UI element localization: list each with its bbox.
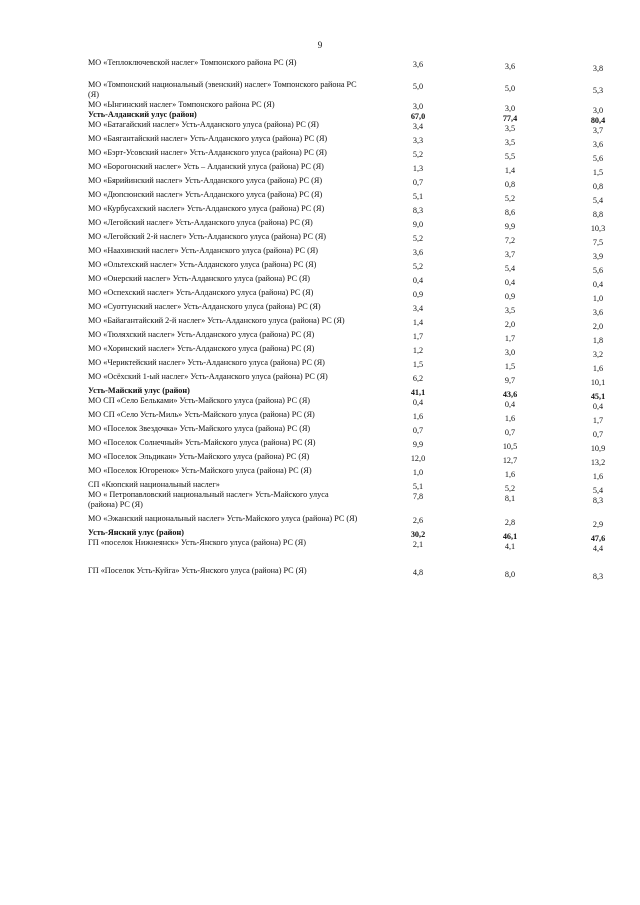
row-name: МО «Эжанский национальный наслег» Усть-Майского улуса (района) РС (Я) [88, 514, 358, 523]
row-name: МО «Теплоключевской наслег» Томпонского района РС (Я) [88, 58, 297, 67]
table-row [88, 218, 618, 233]
row-name: МО СП «Село Усть-Миль» Усть-Майского улуса (района) РС (Я) [88, 410, 315, 419]
value-col-3: 1,0 [592, 294, 604, 303]
table-row [88, 566, 618, 581]
value-col-3: 3,2 [592, 350, 604, 359]
row-name: МО «Ольтехский наслег» Усть-Алданского улуса (района) РС (Я) [88, 260, 317, 269]
value-col-1: 9,9 [412, 440, 424, 449]
value-col-2: 3,6 [504, 62, 516, 71]
value-col-3: 45,1 [590, 392, 606, 401]
row-name: МО «Легойский 2-й наслег» Усть-Алданского улуса (района) РС (Я) [88, 232, 327, 241]
value-col-2: 5,2 [504, 484, 516, 493]
value-col-2: 4,1 [504, 542, 516, 551]
value-col-1: 12,0 [410, 454, 426, 463]
table-row [88, 288, 618, 303]
value-col-1: 2,6 [412, 516, 424, 525]
row-name: МО «Суоттунский наслег» Усть-Алданского улуса (района) РС (Я) [88, 302, 321, 311]
value-col-1: 41,1 [410, 388, 426, 397]
value-col-3: 0,7 [592, 430, 604, 439]
value-col-2: 9,9 [504, 222, 516, 231]
value-col-3: 3,7 [592, 126, 604, 135]
value-col-1: 3,6 [412, 60, 424, 69]
value-col-2: 3,0 [504, 104, 516, 113]
table-row [88, 190, 618, 205]
value-col-3: 8,3 [592, 496, 604, 505]
value-col-2: 2,8 [504, 518, 516, 527]
value-col-3: 5,4 [592, 486, 604, 495]
row-name: МО «Борогонский наслег» Усть – Алданский улуса (района) РС (Я) [88, 162, 324, 171]
value-col-1: 5,2 [412, 234, 424, 243]
value-col-2: 3,7 [504, 250, 516, 259]
row-name: МО «Томпонский национальный (эвенский) наслег» Томпонского района РС (Я) [88, 80, 357, 99]
row-name: МО «Поселок Солнечный» Усть-Майского улуса (района) РС (Я) [88, 438, 316, 447]
value-col-1: 3,4 [412, 122, 424, 131]
table-row [88, 316, 618, 331]
value-col-3: 47,6 [590, 534, 606, 543]
table-row [88, 260, 618, 275]
row-name: МО «Батагайский наслег» Усть-Алданского улуса (района) РС (Я) [88, 120, 319, 129]
table-row [88, 480, 618, 495]
value-col-3: 1,5 [592, 168, 604, 177]
value-col-1: 3,3 [412, 136, 424, 145]
value-col-3: 80,4 [590, 116, 606, 125]
row-name: Усть-Алданский улус (район) [88, 110, 197, 119]
row-name: МО «Баягантайский наслег» Усть-Алданского улуса (района) РС (Я) [88, 134, 328, 143]
value-col-2: 5,4 [504, 264, 516, 273]
value-col-2: 5,0 [504, 84, 516, 93]
value-col-3: 1,6 [592, 472, 604, 481]
table-row [88, 410, 618, 425]
value-col-3: 1,7 [592, 416, 604, 425]
value-col-1: 1,2 [412, 346, 424, 355]
value-col-2: 1,4 [504, 166, 516, 175]
value-col-3: 5,6 [592, 266, 604, 275]
value-col-1: 1,6 [412, 412, 424, 421]
row-name: МО «Легойский наслег» Усть-Алданского улуса (района) РС (Я) [88, 218, 313, 227]
value-col-1: 1,3 [412, 164, 424, 173]
value-col-3: 5,3 [592, 86, 604, 95]
value-col-2: 3,5 [504, 124, 516, 133]
value-col-1: 4,8 [412, 568, 424, 577]
row-name: МО «Оспехский наслег» Усть-Алданского улуса (района) РС (Я) [88, 288, 314, 297]
table-row [88, 330, 618, 345]
value-col-1: 1,7 [412, 332, 424, 341]
value-col-1: 5,1 [412, 192, 424, 201]
value-col-2: 1,7 [504, 334, 516, 343]
row-name: МО «Наахинский наслег» Усть-Алданского улуса (района) РС (Я) [88, 246, 319, 255]
value-col-1: 5,2 [412, 262, 424, 271]
table-row [88, 424, 618, 439]
value-col-1: 0,4 [412, 398, 424, 407]
row-name: МО «Поселок Звездочка» Усть-Майского улуса (района) РС (Я) [88, 424, 311, 433]
table-row [88, 58, 618, 73]
value-col-1: 1,4 [412, 318, 424, 327]
value-col-3: 7,5 [592, 238, 604, 247]
table-row [88, 302, 618, 317]
value-col-1: 5,2 [412, 150, 424, 159]
value-col-3: 4,4 [592, 544, 604, 553]
table-row [88, 148, 618, 163]
value-col-3: 1,6 [592, 364, 604, 373]
row-name: Усть-Янский улус (район) [88, 528, 184, 537]
value-col-2: 8,0 [504, 570, 516, 579]
row-name: МО « Петропавловский национальный наслег» Усть-Майского улуса (района) РС (Я) [88, 490, 329, 509]
table-row [88, 466, 618, 481]
table-row [88, 120, 618, 135]
table-row [88, 80, 618, 100]
value-col-2: 1,5 [504, 362, 516, 371]
table-row [88, 438, 618, 453]
row-name: МО «Бэрт-Усовский наслег» Усть-Алданского улуса (района) РС (Я) [88, 148, 327, 157]
value-col-2: 3,0 [504, 348, 516, 357]
table-row [88, 134, 618, 149]
row-name: МО «Байагантайский 2-й наслег» Усть-Алданского улуса (района) РС (Я) [88, 316, 345, 325]
table-row [88, 204, 618, 219]
value-col-3: 10,3 [590, 224, 606, 233]
value-col-2: 3,5 [504, 138, 516, 147]
value-col-1: 8,3 [412, 206, 424, 215]
table-row [88, 538, 618, 553]
value-col-3: 8,8 [592, 210, 604, 219]
row-name: МО «Курбусахский наслег» Усть-Алданского улуса (района) РС (Я) [88, 204, 325, 213]
value-col-1: 0,4 [412, 276, 424, 285]
table-row [88, 372, 618, 387]
value-col-1: 6,2 [412, 374, 424, 383]
row-name: МО «Осёхский 1-ый наслег» Усть-Алданского улуса (района) РС (Я) [88, 372, 328, 381]
value-col-2: 77,4 [502, 114, 518, 123]
value-col-2: 0,7 [504, 428, 516, 437]
data-table [88, 58, 618, 581]
value-col-3: 0,4 [592, 280, 604, 289]
value-col-2: 5,5 [504, 152, 516, 161]
table-row [88, 514, 618, 529]
table-row [88, 358, 618, 373]
value-col-3: 3,0 [592, 106, 604, 115]
value-col-2: 12,7 [502, 456, 518, 465]
row-name: МО «Ынгинский наслег» Томпонского района РС (Я) [88, 100, 275, 109]
table-row [88, 246, 618, 261]
value-col-1: 3,6 [412, 248, 424, 257]
row-name: МО «Хоринский наслег» Усть-Алданского улуса (района) РС (Я) [88, 344, 315, 353]
value-col-2: 0,9 [504, 292, 516, 301]
value-col-2: 1,6 [504, 414, 516, 423]
table-row [88, 162, 618, 177]
value-col-2: 10,5 [502, 442, 518, 451]
row-name: СП «Кюпский национальный наслег» [88, 480, 220, 489]
value-col-1: 3,4 [412, 304, 424, 313]
table-row [88, 274, 618, 289]
value-col-1: 1,5 [412, 360, 424, 369]
value-col-2: 46,1 [502, 532, 518, 541]
value-col-1: 67,0 [410, 112, 426, 121]
value-col-2: 3,5 [504, 306, 516, 315]
table-row [88, 490, 618, 510]
value-col-2: 2,0 [504, 320, 516, 329]
value-col-1: 2,1 [412, 540, 424, 549]
value-col-3: 8,3 [592, 572, 604, 581]
page-number: 9 [317, 40, 323, 50]
value-col-3: 10,1 [590, 378, 606, 387]
value-col-3: 10,9 [590, 444, 606, 453]
value-col-3: 5,4 [592, 196, 604, 205]
value-col-3: 1,8 [592, 336, 604, 345]
value-col-2: 8,6 [504, 208, 516, 217]
value-col-3: 2,0 [592, 322, 604, 331]
value-col-1: 0,7 [412, 178, 424, 187]
value-col-1: 5,1 [412, 482, 424, 491]
value-col-1: 7,8 [412, 492, 424, 501]
row-name: МО «Поселок Югоренок» Усть-Майского улуса (района) РС (Я) [88, 466, 312, 475]
row-name: ГП «поселок Нижнеянск» Усть-Янского улуса (района) РС (Я) [88, 538, 306, 547]
value-col-3: 13,2 [590, 458, 606, 467]
value-col-3: 5,6 [592, 154, 604, 163]
row-name: МО «Бярийинский наслег» Усть-Алданского улуса (района) РС (Я) [88, 176, 323, 185]
value-col-2: 0,4 [504, 400, 516, 409]
value-col-3: 3,6 [592, 140, 604, 149]
row-name: МО «Поселок Эльдикан» Усть-Майского улуса (района) РС (Я) [88, 452, 310, 461]
row-name: ГП «Поселок Усть-Куйга» Усть-Янского улуса (района) РС (Я) [88, 566, 307, 575]
value-col-2: 5,2 [504, 194, 516, 203]
value-col-1: 3,0 [412, 102, 424, 111]
value-col-1: 9,0 [412, 220, 424, 229]
row-name: МО СП «Село Бельками» Усть-Майского улуса (района) РС (Я) [88, 396, 311, 405]
value-col-2: 8,1 [504, 494, 516, 503]
value-col-2: 43,6 [502, 390, 518, 399]
value-col-1: 1,0 [412, 468, 424, 477]
table-row [88, 452, 618, 467]
table-row [88, 176, 618, 191]
table-row [88, 396, 618, 411]
row-name: МО «Тюляхский наслег» Усть-Алданского улуса (района) РС (Я) [88, 330, 315, 339]
value-col-3: 3,9 [592, 252, 604, 261]
value-col-1: 0,7 [412, 426, 424, 435]
table-row [88, 232, 618, 247]
value-col-1: 30,2 [410, 530, 426, 539]
value-col-3: 0,4 [592, 402, 604, 411]
value-col-3: 2,9 [592, 520, 604, 529]
value-col-1: 5,0 [412, 82, 424, 91]
value-col-2: 7,2 [504, 236, 516, 245]
value-col-3: 3,8 [592, 64, 604, 73]
value-col-2: 9,7 [504, 376, 516, 385]
row-name: МО «Дюпсюнский наслег» Усть-Алданского улуса (района) РС (Я) [88, 190, 323, 199]
row-name: МО «Онерский наслег» Усть-Алданского улуса (района) РС (Я) [88, 274, 311, 283]
value-col-2: 0,8 [504, 180, 516, 189]
row-name: Усть-Майский улус (район) [88, 386, 190, 395]
value-col-2: 0,4 [504, 278, 516, 287]
value-col-1: 0,9 [412, 290, 424, 299]
table-row [88, 344, 618, 359]
value-col-3: 3,6 [592, 308, 604, 317]
value-col-3: 0,8 [592, 182, 604, 191]
row-name: МО «Чериктейский наслег» Усть-Алданского улуса (района) РС (Я) [88, 358, 325, 367]
value-col-2: 1,6 [504, 470, 516, 479]
